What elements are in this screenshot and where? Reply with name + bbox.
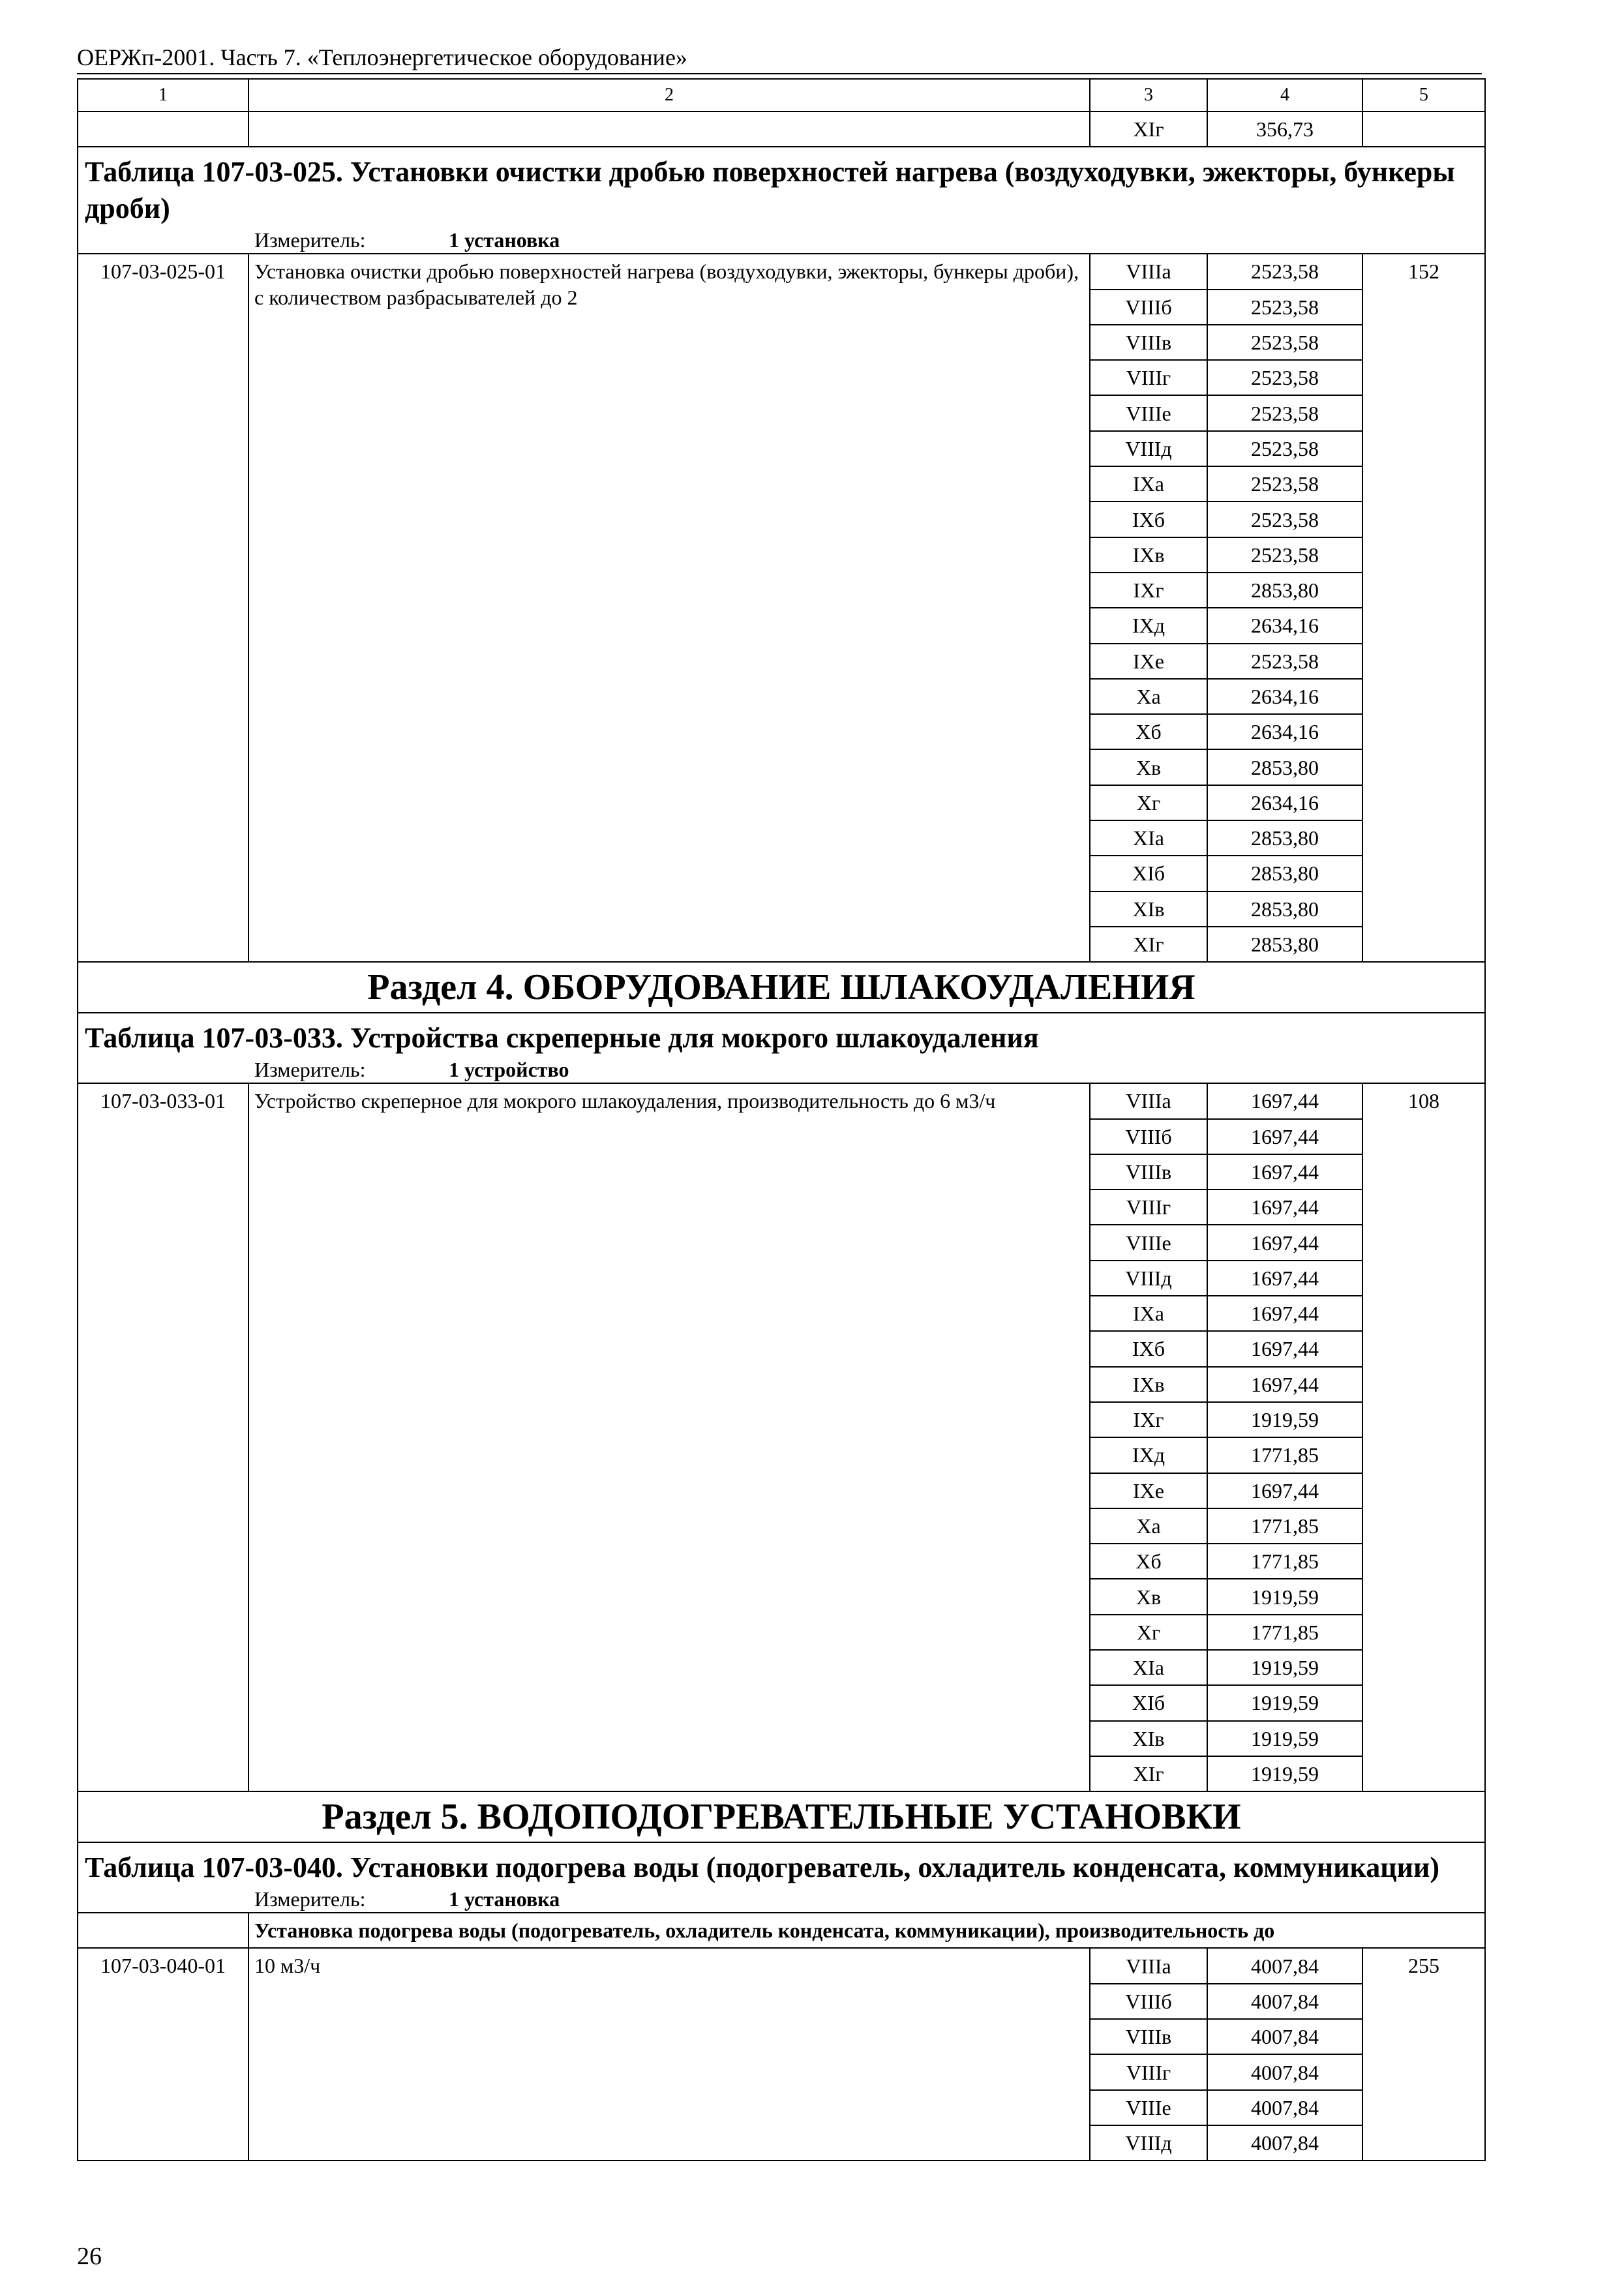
price-cell: 1771,85 xyxy=(1207,1544,1362,1579)
group-code-cell xyxy=(78,1913,248,1948)
section-heading: Раздел 5. ВОДОПОДОГРЕВАТЕЛЬНЫЕ УСТАНОВКИ xyxy=(78,1791,1485,1842)
price-cell: 2853,80 xyxy=(1207,749,1362,785)
price-cell: 1697,44 xyxy=(1207,1331,1362,1366)
price-cell: 2523,58 xyxy=(1207,254,1362,289)
measure-value: 1 установка xyxy=(449,228,560,252)
zone-cell: XIa xyxy=(1090,1650,1207,1685)
price-cell: 4007,84 xyxy=(1207,1948,1362,1983)
measure-row xyxy=(78,1056,1485,1083)
zone-cell: XIв xyxy=(1090,891,1207,927)
price-cell: 4007,84 xyxy=(1207,2090,1362,2125)
price-cell: 4007,84 xyxy=(1207,2019,1362,2054)
price-cell: 2634,16 xyxy=(1207,785,1362,820)
price-cell: 1697,44 xyxy=(1207,1154,1362,1189)
zone-cell: VIIIг xyxy=(1090,1189,1207,1225)
zone-cell: Xг xyxy=(1090,785,1207,820)
document-header: ОЕРЖп-2001. Часть 7. «Теплоэнергетическое оборудование» xyxy=(77,44,687,70)
position-description: Установка очистки дробью поверхностей нагрева (воздуходувки, эжекторы, бункеры дроби), с количеством разбрасывателей до 2 xyxy=(248,254,1090,962)
table-title-row xyxy=(78,1842,1485,1886)
column-number-3: 3 xyxy=(1090,79,1207,112)
zone-cell: VIIIг xyxy=(1090,360,1207,395)
zone-cell: Xв xyxy=(1090,749,1207,785)
table-title: Таблица 107-03-025. Установки очистки дробью поверхностей нагрева (воздуходувки, эжекторы, бункеры дроби) xyxy=(78,147,1485,227)
position-code: 107-03-025-01 xyxy=(78,254,248,962)
column-number-row xyxy=(78,79,1485,112)
zone-cell: Xa xyxy=(1090,1508,1207,1544)
column-number-1: 1 xyxy=(78,79,248,112)
price-cell: 1919,59 xyxy=(1207,1685,1362,1720)
description-cell xyxy=(248,112,1090,147)
zone-cell: XIa xyxy=(1090,820,1207,856)
price-cell: 1771,85 xyxy=(1207,1437,1362,1473)
measure-cell xyxy=(78,1886,1485,1913)
price-cell: 2523,58 xyxy=(1207,360,1362,395)
price-cell: 2853,80 xyxy=(1207,927,1362,962)
column-number-5: 5 xyxy=(1362,79,1485,112)
zone-cell: Xв xyxy=(1090,1579,1207,1614)
price-cell: 1697,44 xyxy=(1207,1225,1362,1260)
zone-cell: VIIIв xyxy=(1090,2019,1207,2054)
col5-value: 108 xyxy=(1362,1083,1485,1791)
measure-label: Измеритель: xyxy=(254,1058,366,1082)
price-cell: 2853,80 xyxy=(1207,573,1362,608)
price-cell: 2853,80 xyxy=(1207,820,1362,856)
zone-cell: VIIIд xyxy=(1090,431,1207,466)
zone-cell: VIIIa xyxy=(1090,254,1207,289)
price-cell: 2523,58 xyxy=(1207,290,1362,325)
measure-row xyxy=(78,227,1485,254)
zone-cell: IXa xyxy=(1090,1296,1207,1331)
zone-cell: VIIIв xyxy=(1090,325,1207,360)
price-cell: 2634,16 xyxy=(1207,679,1362,714)
zone-cell: XIб xyxy=(1090,856,1207,891)
zone-cell: IXд xyxy=(1090,608,1207,643)
position-code: 107-03-040-01 xyxy=(78,1948,248,2161)
zone-cell: Xб xyxy=(1090,1544,1207,1579)
price-cell: 1919,59 xyxy=(1207,1402,1362,1437)
zone-cell: IXe xyxy=(1090,1473,1207,1508)
price-cell: 1919,59 xyxy=(1207,1756,1362,1791)
price-cell: 1771,85 xyxy=(1207,1615,1362,1650)
col5-value: 152 xyxy=(1362,254,1485,962)
zone-cell: XIг xyxy=(1090,112,1207,147)
measure-cell xyxy=(78,1056,1485,1083)
zone-cell: VIIIe xyxy=(1090,395,1207,430)
position-description: Устройство скреперное для мокрого шлакоудаления, производительность до 6 м3/ч xyxy=(248,1083,1090,1791)
col5-value: 255 xyxy=(1362,1948,1485,2161)
measure-value: 1 установка xyxy=(449,1887,560,1911)
zone-cell: IXг xyxy=(1090,573,1207,608)
position-code: 107-03-033-01 xyxy=(78,1083,248,1791)
zone-cell: Xa xyxy=(1090,679,1207,714)
zone-cell: XIг xyxy=(1090,1756,1207,1791)
zone-cell: VIIIб xyxy=(1090,1984,1207,2019)
table-title: Таблица 107-03-040. Установки подогрева воды (подогреватель, охладитель конденсата, коммуникации) xyxy=(78,1842,1485,1886)
zone-cell: VIIIa xyxy=(1090,1083,1207,1118)
zone-cell: VIIIд xyxy=(1090,1261,1207,1296)
table-row xyxy=(78,1083,1485,1118)
zone-cell: IXг xyxy=(1090,1402,1207,1437)
code-cell xyxy=(78,112,248,147)
table-title-row xyxy=(78,1013,1485,1056)
carry-over-row xyxy=(78,112,1485,147)
price-cell: 1697,44 xyxy=(1207,1473,1362,1508)
price-cell: 2634,16 xyxy=(1207,608,1362,643)
zone-cell: IXв xyxy=(1090,1367,1207,1402)
column-number-2: 2 xyxy=(248,79,1090,112)
measure-cell xyxy=(78,227,1485,254)
price-cell: 2523,58 xyxy=(1207,644,1362,679)
table-row xyxy=(78,254,1485,289)
measure-row xyxy=(78,1886,1485,1913)
price-cell: 1919,59 xyxy=(1207,1721,1362,1756)
zone-cell: VIIIa xyxy=(1090,1948,1207,1983)
zone-cell: Xг xyxy=(1090,1615,1207,1650)
price-cell: 1697,44 xyxy=(1207,1083,1362,1118)
zone-cell: IXд xyxy=(1090,1437,1207,1473)
column-number-4: 4 xyxy=(1207,79,1362,112)
header-rule xyxy=(77,73,1482,74)
price-cell: 1697,44 xyxy=(1207,1367,1362,1402)
zone-cell: IXe xyxy=(1090,644,1207,679)
page-number: 26 xyxy=(77,2243,102,2270)
price-cell: 2523,58 xyxy=(1207,395,1362,430)
price-cell: 356,73 xyxy=(1207,112,1362,147)
zone-cell: VIIIб xyxy=(1090,290,1207,325)
group-heading: Установка подогрева воды (подогреватель, охладитель конденсата, коммуникации), производительность до xyxy=(248,1913,1485,1948)
price-cell: 1697,44 xyxy=(1207,1189,1362,1225)
price-cell: 2523,58 xyxy=(1207,537,1362,573)
zone-cell: VIIIe xyxy=(1090,1225,1207,1260)
zone-cell: XIг xyxy=(1090,927,1207,962)
zone-cell: IXб xyxy=(1090,1331,1207,1366)
position-description: 10 м3/ч xyxy=(248,1948,1090,2161)
zone-cell: Xб xyxy=(1090,714,1207,749)
zone-cell: XIв xyxy=(1090,1721,1207,1756)
price-cell: 1697,44 xyxy=(1207,1261,1362,1296)
price-cell: 2853,80 xyxy=(1207,856,1362,891)
price-cell: 2634,16 xyxy=(1207,714,1362,749)
price-cell: 1697,44 xyxy=(1207,1119,1362,1154)
price-cell: 2523,58 xyxy=(1207,466,1362,501)
table-title-row xyxy=(78,147,1485,227)
zone-cell: VIIIв xyxy=(1090,1154,1207,1189)
price-cell: 4007,84 xyxy=(1207,1984,1362,2019)
price-cell: 2523,58 xyxy=(1207,325,1362,360)
price-cell: 4007,84 xyxy=(1207,2054,1362,2089)
price-cell: 2523,58 xyxy=(1207,501,1362,537)
price-cell: 4007,84 xyxy=(1207,2125,1362,2161)
price-cell: 1697,44 xyxy=(1207,1296,1362,1331)
group-heading-row xyxy=(78,1913,1485,1948)
table-title: Таблица 107-03-033. Устройства скреперные для мокрого шлакоудаления xyxy=(78,1013,1485,1056)
section-heading: Раздел 4. ОБОРУДОВАНИЕ ШЛАКОУДАЛЕНИЯ xyxy=(78,962,1485,1013)
measure-label: Измеритель: xyxy=(254,228,366,252)
measure-label: Измеритель: xyxy=(254,1887,366,1911)
zone-cell: IXб xyxy=(1090,501,1207,537)
price-cell: 1919,59 xyxy=(1207,1650,1362,1685)
zone-cell: IXв xyxy=(1090,537,1207,573)
zone-cell: XIб xyxy=(1090,1685,1207,1720)
measure-value: 1 устройство xyxy=(449,1058,569,1082)
section-heading-row xyxy=(78,962,1485,1013)
zone-cell: VIIIe xyxy=(1090,2090,1207,2125)
zone-cell: VIIIб xyxy=(1090,1119,1207,1154)
price-cell: 2853,80 xyxy=(1207,891,1362,927)
zone-cell: IXa xyxy=(1090,466,1207,501)
price-cell: 1919,59 xyxy=(1207,1579,1362,1614)
col5-cell xyxy=(1362,112,1485,147)
price-cell: 1771,85 xyxy=(1207,1508,1362,1544)
price-table xyxy=(77,78,1486,2161)
section-heading-row xyxy=(78,1791,1485,1842)
price-cell: 2523,58 xyxy=(1207,431,1362,466)
zone-cell: VIIIг xyxy=(1090,2054,1207,2089)
table-row xyxy=(78,1948,1485,1983)
zone-cell: VIIIд xyxy=(1090,2125,1207,2161)
